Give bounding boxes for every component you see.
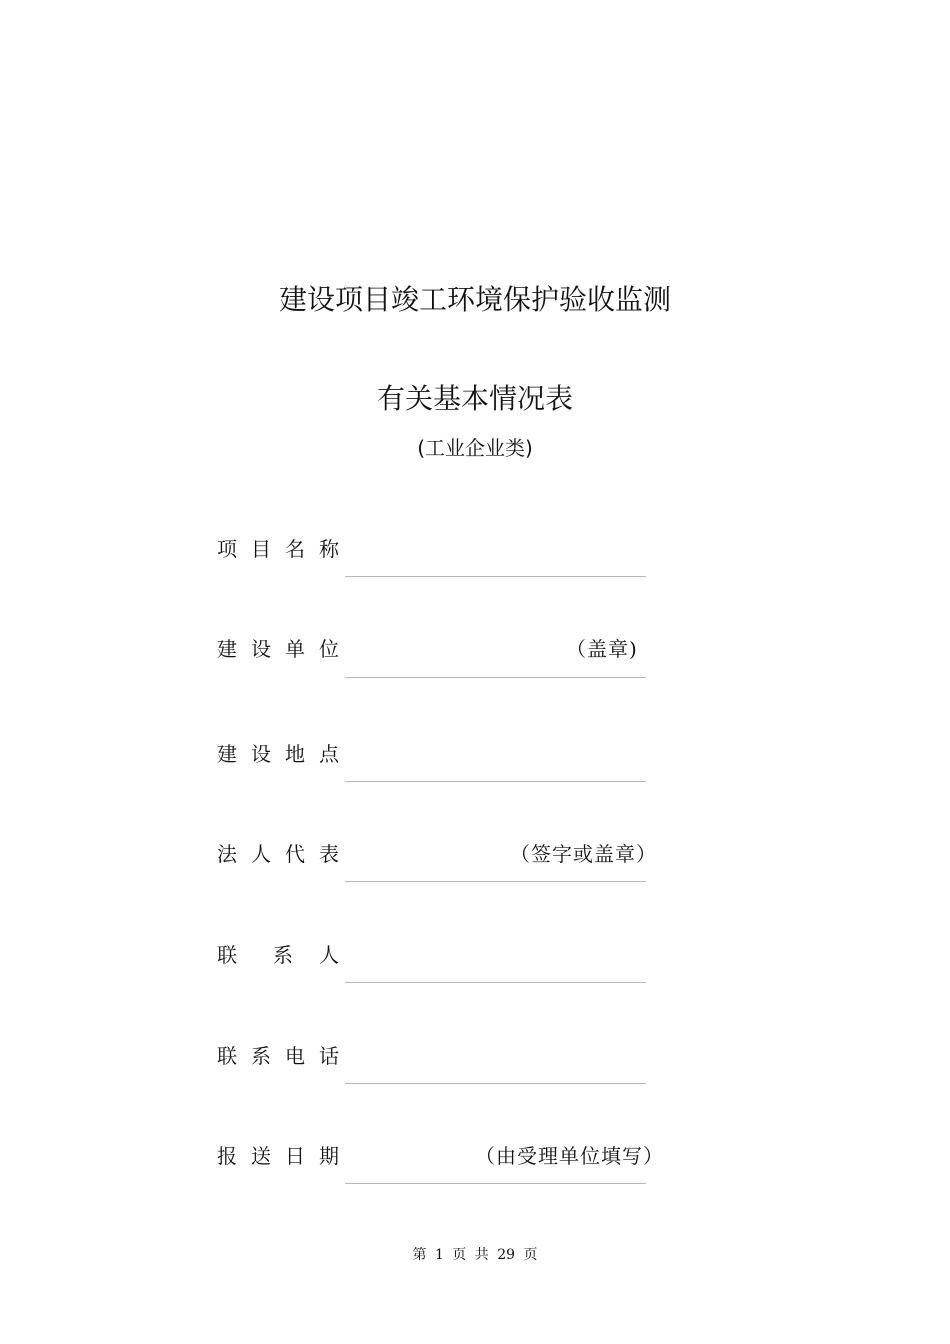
field-legal-representative: 法 人 代 表 （签字或盖章） xyxy=(0,844,950,904)
field-contact-person: 联 系 人 xyxy=(0,945,950,1005)
construction-location-input-line[interactable] xyxy=(345,781,646,782)
contact-person-input-line[interactable] xyxy=(345,982,646,983)
contact-phone-input-line[interactable] xyxy=(345,1083,646,1084)
receiving-unit-note: （由受理单位填写） xyxy=(475,1144,664,1168)
document-title-line-1: 建设项目竣工环境保护验收监测 xyxy=(278,283,671,316)
document-subtitle: (工业企业类) xyxy=(417,436,533,460)
submission-date-input-line[interactable] xyxy=(345,1183,646,1184)
field-construction-unit: 建 设 单 位 （盖章) xyxy=(0,639,950,699)
project-name-input-line[interactable] xyxy=(345,576,646,577)
field-contact-phone: 联 系 电 话 xyxy=(0,1046,950,1106)
field-submission-date: 报 送 日 期 （由受理单位填写） xyxy=(0,1146,950,1206)
document-title-line-2: 有关基本情况表 xyxy=(376,382,573,415)
seal-note: （盖章) xyxy=(566,637,638,661)
construction-unit-input-line[interactable] xyxy=(345,677,646,678)
field-project-name: 项 目 名 称 xyxy=(0,539,950,599)
field-construction-location: 建 设 地 点 xyxy=(0,744,950,804)
page-number-footer: 第 1 页 共 29 页 xyxy=(412,1247,538,1263)
legal-representative-input-line[interactable] xyxy=(345,881,646,882)
signature-note: （签字或盖章） xyxy=(510,842,657,866)
